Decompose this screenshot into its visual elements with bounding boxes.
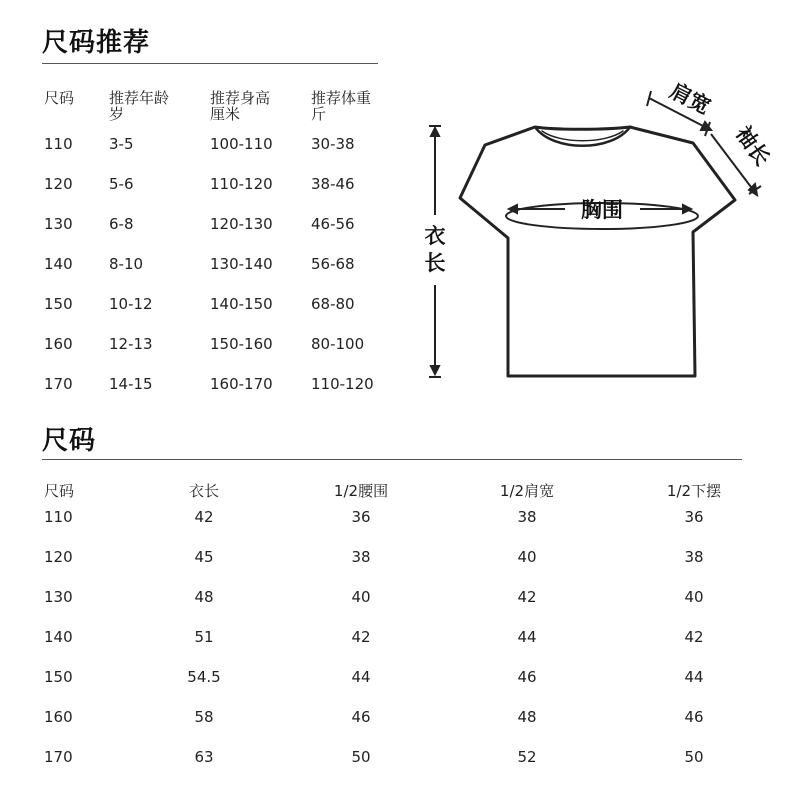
recommend-cell: 6-8 xyxy=(109,215,134,233)
recommend-cell: 100-110 xyxy=(210,135,273,153)
size-cell: 46 xyxy=(351,708,371,726)
recommend-cell: 140-150 xyxy=(210,295,273,313)
recommend-cell: 10-12 xyxy=(109,295,153,313)
recommend-cell: 8-10 xyxy=(109,255,144,273)
recommend-header-cell xyxy=(44,90,74,106)
recommend-header-line: 推荐体重 xyxy=(311,89,372,107)
recommend-cell: 120 xyxy=(44,175,73,193)
recommend-cell: 38-46 xyxy=(311,175,355,193)
size-title: 尺码 xyxy=(42,426,97,456)
recommend-cell: 110-120 xyxy=(311,375,374,393)
recommend-cell: 68-80 xyxy=(311,295,355,313)
size-cell: 52 xyxy=(517,748,537,766)
recommend-cell: 110 xyxy=(44,135,73,153)
recommend-header-cell xyxy=(109,90,169,122)
size-cell: 110 xyxy=(44,508,73,526)
recommend-cell: 150 xyxy=(44,295,73,313)
size-cell: 140 xyxy=(44,628,73,646)
size-cell: 120 xyxy=(44,548,73,566)
size-cell: 58 xyxy=(194,708,214,726)
size-cell: 150 xyxy=(44,668,73,686)
size-cell: 42 xyxy=(517,588,537,606)
recommend-cell: 46-56 xyxy=(311,215,355,233)
size-header-cell: 衣长 xyxy=(188,482,219,500)
size-cell: 36 xyxy=(684,508,704,526)
recommend-cell: 170 xyxy=(44,375,73,393)
size-cell: 63 xyxy=(194,748,214,766)
size-cell: 54.5 xyxy=(187,668,221,686)
recommend-header-cell xyxy=(311,90,371,122)
recommend-cell: 140 xyxy=(44,255,73,273)
recommend-cell: 56-68 xyxy=(311,255,355,273)
size-cell: 170 xyxy=(44,748,73,766)
size-title-divider xyxy=(42,459,742,460)
size-header-cell: 尺码 xyxy=(44,482,75,500)
recommend-cell: 130 xyxy=(44,215,73,233)
size-cell: 48 xyxy=(194,588,214,606)
sleeve-label: 袖长 xyxy=(730,121,775,171)
size-cell: 46 xyxy=(684,708,704,726)
recommend-cell: 160-170 xyxy=(210,375,273,393)
size-cell: 38 xyxy=(684,548,704,566)
recommend-header-line: 推荐身高 xyxy=(210,89,271,107)
recommend-title: 尺码推荐 xyxy=(42,28,151,58)
size-header-cell: 1/2肩宽 xyxy=(499,482,555,500)
size-cell: 42 xyxy=(684,628,704,646)
size-cell: 44 xyxy=(684,668,704,686)
recommend-cell: 12-13 xyxy=(109,335,153,353)
chest-label: 胸围 xyxy=(581,198,623,222)
recommend-header-line: 尺码 xyxy=(44,89,75,107)
size-header-cell: 1/2腰围 xyxy=(333,482,389,500)
recommend-cell: 110-120 xyxy=(210,175,273,193)
size-header-cell: 1/2下摆 xyxy=(666,482,722,500)
size-cell: 42 xyxy=(351,628,371,646)
size-cell: 40 xyxy=(517,548,537,566)
size-cell: 48 xyxy=(517,708,537,726)
tshirt-diagram xyxy=(405,70,795,400)
recommend-header-line: 岁 xyxy=(109,105,125,123)
recommend-cell: 14-15 xyxy=(109,375,153,393)
size-cell: 130 xyxy=(44,588,73,606)
recommend-header-line: 厘米 xyxy=(210,105,241,123)
length-label-2: 长 xyxy=(424,251,446,275)
recommend-cell: 160 xyxy=(44,335,73,353)
size-cell: 44 xyxy=(351,668,371,686)
size-cell: 40 xyxy=(684,588,704,606)
size-cell: 38 xyxy=(517,508,537,526)
size-cell: 36 xyxy=(351,508,371,526)
recommend-cell: 5-6 xyxy=(109,175,134,193)
recommend-cell: 120-130 xyxy=(210,215,273,233)
tshirt-outline xyxy=(460,127,735,376)
length-label-1: 衣 xyxy=(424,224,446,248)
size-cell: 44 xyxy=(517,628,537,646)
size-cell: 51 xyxy=(194,628,214,646)
recommend-cell: 3-5 xyxy=(109,135,134,153)
recommend-cell: 30-38 xyxy=(311,135,355,153)
recommend-cell: 150-160 xyxy=(210,335,273,353)
recommend-header-line: 推荐年龄 xyxy=(109,89,170,107)
size-cell: 40 xyxy=(351,588,371,606)
size-cell: 42 xyxy=(194,508,214,526)
size-cell: 46 xyxy=(517,668,537,686)
size-cell: 160 xyxy=(44,708,73,726)
size-cell: 38 xyxy=(351,548,371,566)
recommend-header-cell xyxy=(210,90,270,122)
shoulder-label: 肩宽 xyxy=(666,78,715,119)
size-cell: 50 xyxy=(351,748,371,766)
recommend-title-divider xyxy=(42,63,378,64)
recommend-cell: 130-140 xyxy=(210,255,273,273)
size-cell: 45 xyxy=(194,548,214,566)
recommend-cell: 80-100 xyxy=(311,335,365,353)
size-cell: 50 xyxy=(684,748,704,766)
recommend-header-line: 斤 xyxy=(311,105,327,123)
